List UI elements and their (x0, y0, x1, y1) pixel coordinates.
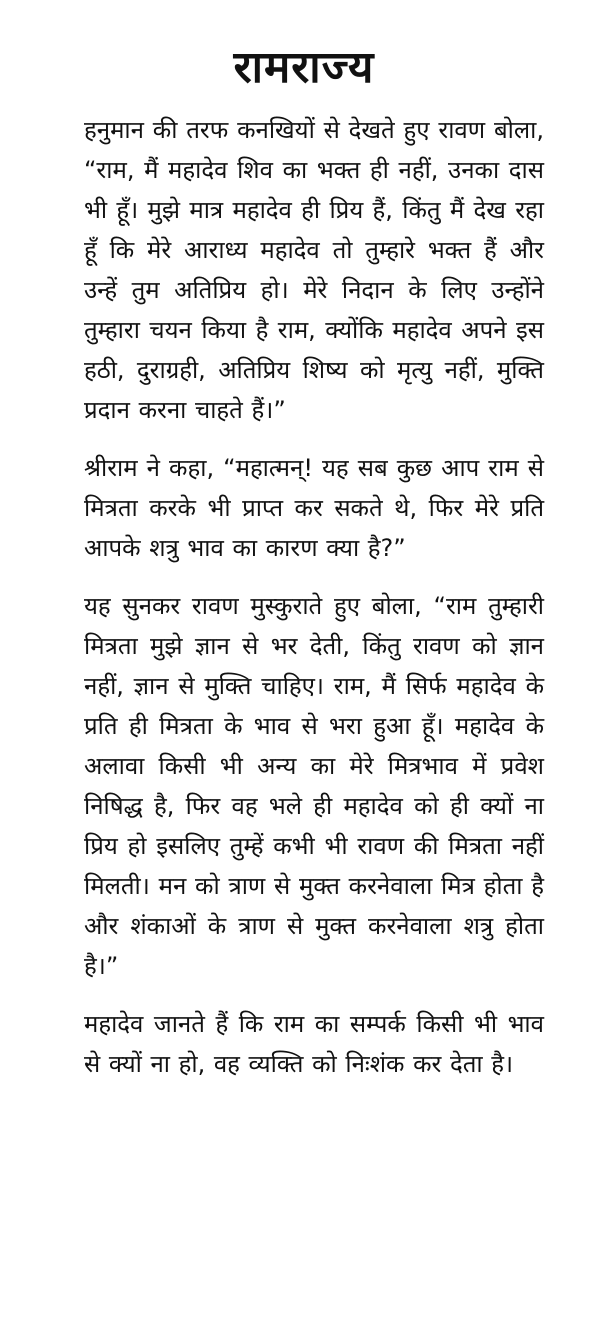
paragraph-mahadev-knows: महादेव जानते हैं कि राम का सम्पर्क किसी भी भाव से क्यों ना हो, वह व्यक्ति को निःशंक कर देता है। (84, 1010, 544, 1078)
paragraph-shriram-question: श्रीराम ने कहा, “महात्मन्! यह सब कुछ आप राम से मित्रता करके भी प्राप्त कर सकते थे, फिर मेरे प्रति आपके शत्रु भाव का कारण क्या है?” (84, 454, 544, 562)
paragraph-ravana-reply: यह सुनकर रावण मुस्कुराते हुए बोला, “राम तुम्हारी मित्रता मुझे ज्ञान से भर देती, किंतु रावण को ज्ञान नहीं, ज्ञान से मुक्ति चाहिए। राम, मैं सिर्फ महादेव के प्रति ही मित्रता के भाव से भरा हुआ हूँ। महादेव के अलावा किसी भी अन्य का मेरे मित्रभाव में प्रवेश निषिद्ध है, फिर वह भले ही महादेव को ही क्यों ना प्रिय हो इसलिए तुम्हें कभी भी रावण की मित्रता नहीं मिलती। मन को त्राण से मुक्त करनेवाला मित्र होता है और शंकाओं के त्राण से मुक्त करनेवाला शत्रु होता है।” (84, 592, 544, 980)
paragraph-ravana-speech: हनुमान की तरफ कनखियों से देखते हुए रावण बोला, “राम, मैं महादेव शिव का भक्त ही नहीं, उनका दास भी हूँ। मुझे मात्र महादेव ही प्रिय हैं, किंतु मैं देख रहा हूँ कि मेरे आराध्य महादेव तो तुम्हारे भक्त हैं और उन्हें तुम अतिप्रिय हो। मेरे निदान के लिए उन्होंने तुम्हारा चयन किया है राम, क्योंकि महादेव अपने इस हठी, दुराग्रही, अतिप्रिय शिष्य को मृत्यु नहीं, मुक्ति प्रदान करना चाहते हैं।” (84, 116, 544, 424)
page-title: रामराज्य (233, 42, 375, 93)
